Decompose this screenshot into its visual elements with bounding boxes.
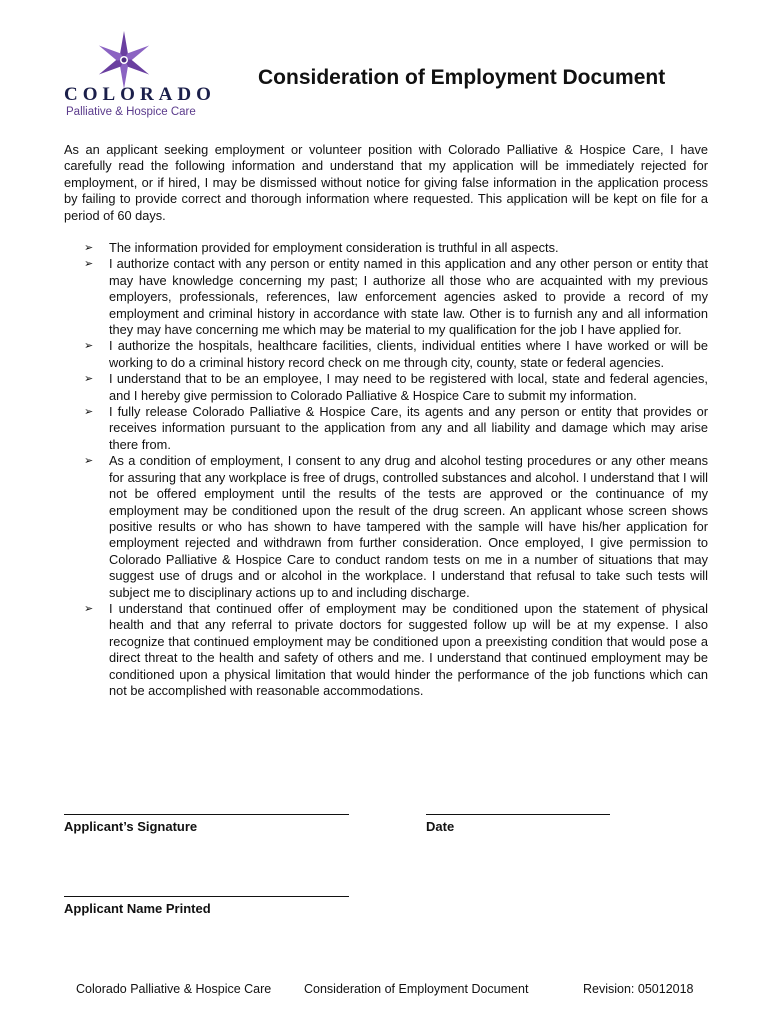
footer-organization: Colorado Palliative & Hospice Care <box>76 982 272 996</box>
arrow-bullet-icon: ➢ <box>84 258 94 271</box>
printed-name-label: Applicant Name Printed <box>64 901 211 916</box>
list-item-text: The information provided for employment consideration is truthful in all aspects. <box>109 240 559 255</box>
date-line[interactable] <box>426 814 610 815</box>
arrow-bullet-icon: ➢ <box>84 373 94 386</box>
printed-name-line[interactable] <box>64 896 349 897</box>
list-item-text: I understand that to be an employee, I may need to be registered with local, state and federal agencies, and I hereby give permission to Colorado Palliative & Hospice Care to submit my information. <box>109 371 708 403</box>
list-item <box>64 240 708 256</box>
list-item <box>64 404 708 453</box>
date-label: Date <box>426 819 455 834</box>
logo-wordmark: COLORADO <box>64 84 216 105</box>
list-item <box>64 338 708 371</box>
footer-document-name: Consideration of Employment Document <box>304 982 529 996</box>
date-field[interactable] <box>426 814 610 834</box>
printed-name-field[interactable] <box>64 896 349 916</box>
list-item-text: I fully release Colorado Palliative & Hospice Care, its agents and any person or entity that provides or receives information pursuant to the application from any and all liability and damage which may arise there from. <box>109 404 708 452</box>
list-item-text: I understand that continued offer of employment may be conditioned upon the statement of physical health and that any referral to private doctors for suggested follow up will be at my expense. I also recognize that continued employment may be conditioned upon a preexisting condition that would pose a direct threat to the health and safety of others and me. I understand that continued employment may be conditioned upon a physical limitation that would hinder the performance of the job functions which can not be accomplished with reasonable accommodations. <box>109 600 708 698</box>
footer-revision: Revision: 05012018 <box>583 982 694 996</box>
arrow-bullet-icon: ➢ <box>84 242 94 254</box>
terms-list <box>64 240 708 699</box>
star-flower-logo-icon <box>94 30 154 90</box>
arrow-bullet-icon: ➢ <box>84 602 94 615</box>
arrow-bullet-icon: ➢ <box>84 455 94 468</box>
intro-paragraph: As an applicant seeking employment or volunteer position with Colorado Palliative & Hospice Care, I have carefully read the following information and understand that my application will be immediately rejected for employment, or if hired, I may be dismissed without notice for giving false information in the application process by failing to provide correct and thorough information where requested. This application will be kept on file for a period of 60 days. <box>64 142 708 223</box>
signature-label: Applicant’s Signature <box>64 819 198 834</box>
document-title: Consideration of Employment Document <box>258 66 666 89</box>
list-item-text: I authorize the hospitals, healthcare facilities, clients, individual entities where I have worked or will be working to do a criminal history record check on me through city, county, state or federal agencies. <box>109 338 708 370</box>
list-item <box>64 256 708 338</box>
arrow-bullet-icon: ➢ <box>84 406 94 419</box>
signature-line[interactable] <box>64 814 349 815</box>
list-item-text: I authorize contact with any person or entity named in this application and any other person or entity that may have knowledge concerning my past; I authorize all those who are acquainted with my previous employers, professionals, references, law enforcement agencies asked to provide a record of my employment and criminal history in accordance with state law. Other is to furnish any and all information they may have concerning me which may be material to my qualification for the job I have applied for. <box>109 256 708 338</box>
company-logo <box>64 30 214 120</box>
list-item <box>64 453 708 601</box>
list-item-text: As a condition of employment, I consent to any drug and alcohol testing procedures or any other means for assuring that any workplace is free of drugs, controlled substances and alcohol. I understand that I will not be offered employment until the results of the tests are approved or the continuance of my employment may be conditioned upon the result of the drug screen. An applicant whose screen shows positive results or who has shown to have tampered with the sample will have his/her application for employment rejected and withdrawn from further consideration. Once employed, I give permission to Colorado Palliative & Hospice Care to conduct random tests on me in a number of situations that may suggest use of drugs and or alcohol in the workplace. I understand that refusal to take such tests will subject me to disciplinary actions up to and including discharge. <box>109 453 708 600</box>
list-item <box>64 601 708 699</box>
arrow-bullet-icon: ➢ <box>84 340 94 353</box>
list-item <box>64 371 708 404</box>
logo-subtitle: Palliative & Hospice Care <box>66 106 196 118</box>
signature-field[interactable] <box>64 814 349 834</box>
